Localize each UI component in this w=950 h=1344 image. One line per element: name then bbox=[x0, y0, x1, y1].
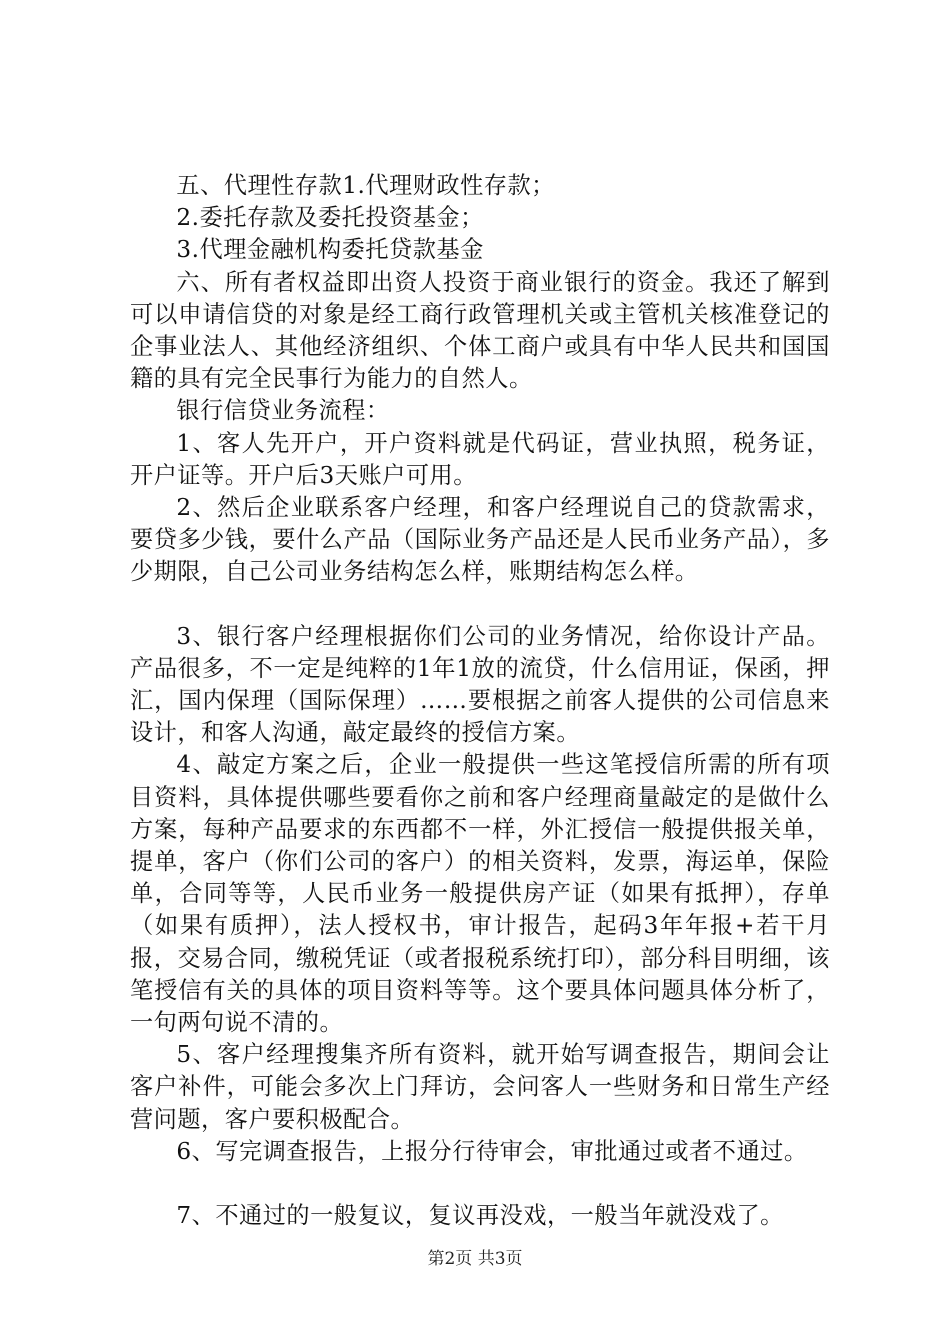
paragraph-step-3: 3、银行客户经理根据你们公司的业务情况，给你设计产品。产品很多，不一定是纯粹的1年1放的流贷，什么信用证，保函，押汇，国内保理（国际保理）……要根据之前客人提供的公司信息来设计，和客人沟通，敲定最终的授信方案。 bbox=[130, 622, 830, 747]
paragraph-process-heading: 银行信贷业务流程： bbox=[176, 397, 390, 425]
paragraph-step-1: 1、客人先开户，开户资料就是代码证，营业执照，税务证，开户证等。开户后3天账户可用。 bbox=[130, 429, 830, 489]
paragraph-deposit-five: 五、代理性存款1.代理财政性存款； bbox=[176, 172, 555, 199]
paragraph-step-7: 7、不通过的一般复议，复议再没戏，一般当年就没戏了。 bbox=[176, 1202, 784, 1230]
document-body bbox=[130, 170, 830, 1232]
paragraph-step-5: 5、客户经理搜集齐所有资料，就开始写调查报告，期间会让客户补件，可能会多次上门拜访，会问客人一些财务和日常生产经营问题，客户要积极配合。 bbox=[130, 1041, 830, 1133]
paragraph-deposit-entrusted: 2.委托存款及委托投资基金； bbox=[176, 204, 484, 232]
paragraph-step-4: 4、敲定方案之后，企业一般提供一些这笔授信所需的所有项目资料，具体提供哪些要看你之前和客户经理商量敲定的是做什么方案，每种产品要求的东西都不一样，外汇授信一般提供报关单，提单，客户（你们公司的客户）的相关资料，发票，海运单，保险单，合同等等，人民币业务一般提供房产证（如果有抵押），存单（如果有质押），法人授权书，审计报告，起码3年年报+若干月报，交易合同，缴税凭证（或者报税系统打印），部分科目明细，该笔授信有关的具体的项目资料等等。这个要具体问题具体分析了，一句两句说不清的。 bbox=[130, 751, 830, 1037]
paragraph-step-6: 6、写完调查报告，上报分行待审会，审批通过或者不通过。 bbox=[176, 1137, 808, 1165]
page-number-footer: 第2页 共3页 bbox=[427, 1249, 523, 1269]
paragraph-deposit-loan-fund: 3.代理金融机构委托贷款基金 bbox=[176, 236, 484, 264]
paragraph-owners-equity: 六、所有者权益即出资人投资于商业银行的资金。我还了解到可以申请信贷的对象是经工商行政管理机关或主管机关核准登记的企事业法人、其他经济组织、个体工商户或具有中华人民共和国国籍的具有完全民事行为能力的自然人。 bbox=[130, 268, 830, 393]
paragraph-step-2: 2、然后企业联系客户经理，和客户经理说自己的贷款需求，要贷多少钱，要什么产品（国际业务产品还是人民币业务产品），多少期限，自己公司业务结构怎么样，账期结构怎么样。 bbox=[130, 494, 830, 586]
